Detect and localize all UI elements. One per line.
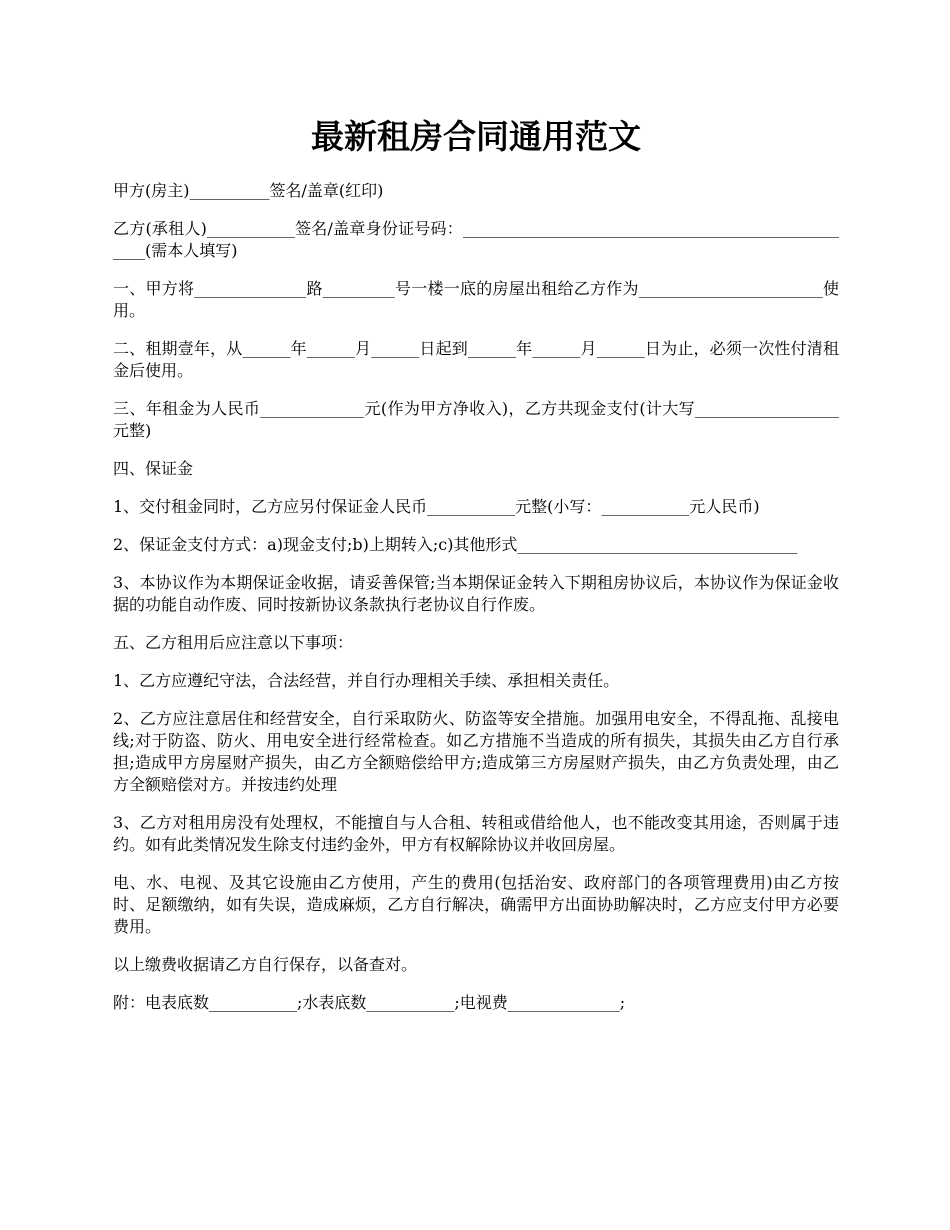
document-body [113,180,839,1030]
clause-1: 一、甲方将______________路_________号一楼一底的房屋出租给乙方作为_______________________使用。 [113,279,839,320]
clause-2: 二、租期壹年，从______年______月______日起到______年______月______日为止，必须一次性付清租金后使用。 [113,339,839,380]
notice-item-3: 3、乙方对租用房没有处理权，不能擅自与人合租、转租或借给他人，也不能改变其用途，否则属于违约。如有此类情况发生除支付违约金外，甲方有权解除协议并收回房屋。 [113,813,839,854]
clause-3: 三、年租金为人民币_____________元(作为甲方净收入)，乙方共现金支付(计大写__________________元整) [113,399,839,440]
party-b-line: 乙方(承租人)___________签名/盖章身份证号码：___________________________________________________(需本人填写) [113,219,839,260]
deposit-item-1: 1、交付租金同时，乙方应另付保证金人民币___________元整(小写：___________元人民币) [113,497,760,516]
notice-item-1: 1、乙方应遵纪守法，合法经营，并自行办理相关手续、承担相关责任。 [113,671,620,690]
deposit-item-3: 3、本协议作为本期保证金收据，请妥善保管;当本期保证金转入下期租房协议后，本协议作为保证金收据的功能自动作废、同时按新协议条款执行老协议自行作废。 [113,573,839,614]
attachment-line: 附：电表底数___________;水表底数___________;电视费______________; [113,993,626,1012]
party-a-line: 甲方(房主)__________签名/盖章(红印) [113,181,384,200]
utilities-paragraph: 电、水、电视、及其它设施由乙方使用，产生的费用(包括治安、政府部门的各项管理费用)由乙方按时、足额缴纳，如有失误，造成麻烦，乙方自行解决，确需甲方出面协助解决时，乙方应支付甲方必要费用。 [113,873,839,936]
clause-4-heading: 四、保证金 [113,459,194,478]
deposit-item-2: 2、保证金支付方式：a)现金支付;b)上期转入;c)其他形式___________________________________ [113,535,798,554]
receipts-paragraph: 以上缴费收据请乙方自行保存，以备查对。 [113,955,418,974]
notice-item-2: 2、乙方应注意居住和经营安全，自行采取防火、防盗等安全措施。加强用电安全，不得乱拖、乱接电线;对于防盗、防火、用电安全进行经常检查。如乙方措施不当造成的所有损失，其损失由乙方自行承担;造成甲方房屋财产损失，由乙方全额赔偿给甲方;造成第三方房屋财产损失，由乙方负责处理，由乙方全额赔偿对方。并按违约处理 [113,709,839,794]
clause-5-heading: 五、乙方租用后应注意以下事项： [113,633,354,652]
document-title: 最新租房合同通用范文 [311,117,641,156]
